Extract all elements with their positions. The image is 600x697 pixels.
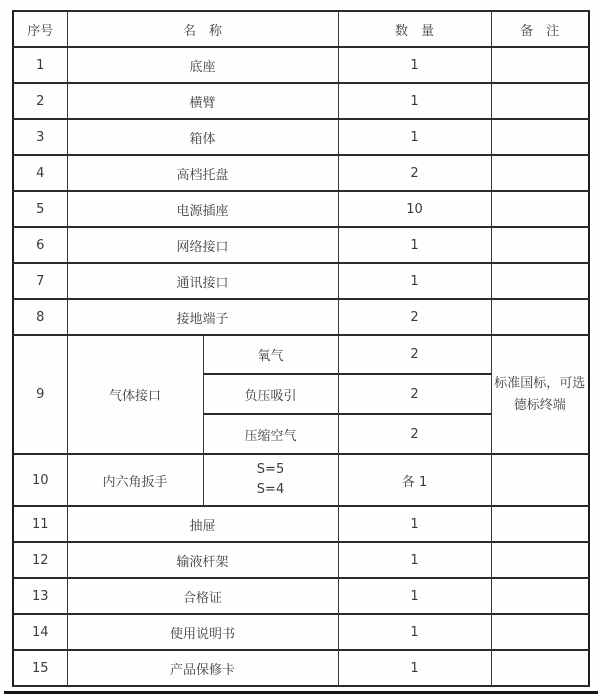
item-qty-cell: 2 — [338, 414, 491, 454]
header-remark: 备 注 — [491, 11, 589, 47]
item-qty-cell: 1 — [338, 227, 491, 263]
row-number-cell: 1 — [13, 47, 67, 83]
table-row — [13, 155, 589, 191]
row-number-cell: 15 — [13, 650, 67, 686]
table-row — [13, 47, 589, 83]
item-remark-cell — [491, 650, 589, 686]
header-qty: 数 量 — [338, 11, 491, 47]
item-name-cell: 合格证 — [67, 578, 338, 614]
item-name-cell: 气体接口 — [67, 335, 203, 454]
item-qty-cell: 1 — [338, 119, 491, 155]
item-name-cell: 抽屉 — [67, 506, 338, 542]
item-name-cell: 网络接口 — [67, 227, 338, 263]
item-remark-cell — [491, 614, 589, 650]
row-number-cell: 7 — [13, 263, 67, 299]
spec-line: S=5 — [256, 462, 285, 477]
remark-line: 标准国标，可选 — [494, 375, 586, 391]
item-remark-cell — [491, 506, 589, 542]
row-number-cell: 13 — [13, 578, 67, 614]
item-qty-cell: 1 — [338, 578, 491, 614]
row-number-cell: 8 — [13, 299, 67, 335]
item-remark-cell — [491, 227, 589, 263]
row-number-cell: 12 — [13, 542, 67, 578]
table-header-row — [13, 11, 589, 47]
item-qty-cell: 2 — [338, 374, 491, 414]
item-name-cell: 接地端子 — [67, 299, 338, 335]
item-name-cell: 横臂 — [67, 83, 338, 119]
item-spec-cell — [203, 454, 338, 506]
item-name-cell: 产品保修卡 — [67, 650, 338, 686]
item-remark-cell — [491, 578, 589, 614]
item-qty-cell: 1 — [338, 83, 491, 119]
row-number-cell: 4 — [13, 155, 67, 191]
item-remark-cell — [491, 542, 589, 578]
item-qty-cell: 各 1 — [338, 454, 491, 506]
spec-line: S=4 — [256, 482, 285, 497]
item-name-cell: 使用说明书 — [67, 614, 338, 650]
table-row — [13, 191, 589, 227]
table-row — [13, 506, 589, 542]
item-remark-cell — [491, 155, 589, 191]
item-qty-cell: 1 — [338, 542, 491, 578]
header-name: 名 称 — [67, 11, 338, 47]
item-name-cell: 电源插座 — [67, 191, 338, 227]
item-qty-cell: 2 — [338, 335, 491, 374]
item-remark-cell — [491, 191, 589, 227]
table-row — [13, 650, 589, 686]
header-no: 序号 — [13, 11, 67, 47]
item-qty-cell: 1 — [338, 506, 491, 542]
item-remark-cell — [491, 263, 589, 299]
item-remark-cell — [491, 335, 589, 454]
page-bottom-rule — [4, 691, 598, 694]
item-qty-cell: 2 — [338, 155, 491, 191]
remark-line: 德标终端 — [513, 397, 566, 413]
item-name-cell: 底座 — [67, 47, 338, 83]
row-number-cell: 2 — [13, 83, 67, 119]
item-qty-cell: 1 — [338, 47, 491, 83]
item-qty-cell: 1 — [338, 650, 491, 686]
item-subname-cell: 压缩空气 — [203, 414, 338, 454]
row-number-cell: 5 — [13, 191, 67, 227]
item-subname-cell: 氧气 — [203, 335, 338, 374]
item-qty-cell: 2 — [338, 299, 491, 335]
item-remark-cell — [491, 119, 589, 155]
table-row — [13, 119, 589, 155]
row-number-cell: 9 — [13, 335, 67, 454]
table-row — [13, 614, 589, 650]
row-number-cell: 10 — [13, 454, 67, 506]
row-number-cell: 14 — [13, 614, 67, 650]
table-row — [13, 454, 589, 506]
packing-list-table — [12, 10, 590, 687]
row-number-cell: 6 — [13, 227, 67, 263]
item-name-cell: 输液杆架 — [67, 542, 338, 578]
item-name-cell: 通讯接口 — [67, 263, 338, 299]
item-remark-cell — [491, 299, 589, 335]
item-remark-cell — [491, 454, 589, 506]
item-remark-cell — [491, 83, 589, 119]
item-name-cell: 高档托盘 — [67, 155, 338, 191]
table-row — [13, 263, 589, 299]
item-qty-cell: 1 — [338, 614, 491, 650]
item-subname-cell: 负压吸引 — [203, 374, 338, 414]
item-name-cell: 内六角扳手 — [67, 454, 203, 506]
item-qty-cell: 1 — [338, 263, 491, 299]
row-number-cell: 11 — [13, 506, 67, 542]
table-row-group9 — [13, 335, 589, 374]
item-remark-cell — [491, 47, 589, 83]
table-row — [13, 299, 589, 335]
item-qty-cell: 10 — [338, 191, 491, 227]
table-row — [13, 83, 589, 119]
row-number-cell: 3 — [13, 119, 67, 155]
table-row — [13, 227, 589, 263]
table-row — [13, 542, 589, 578]
table-row — [13, 578, 589, 614]
item-name-cell: 箱体 — [67, 119, 338, 155]
